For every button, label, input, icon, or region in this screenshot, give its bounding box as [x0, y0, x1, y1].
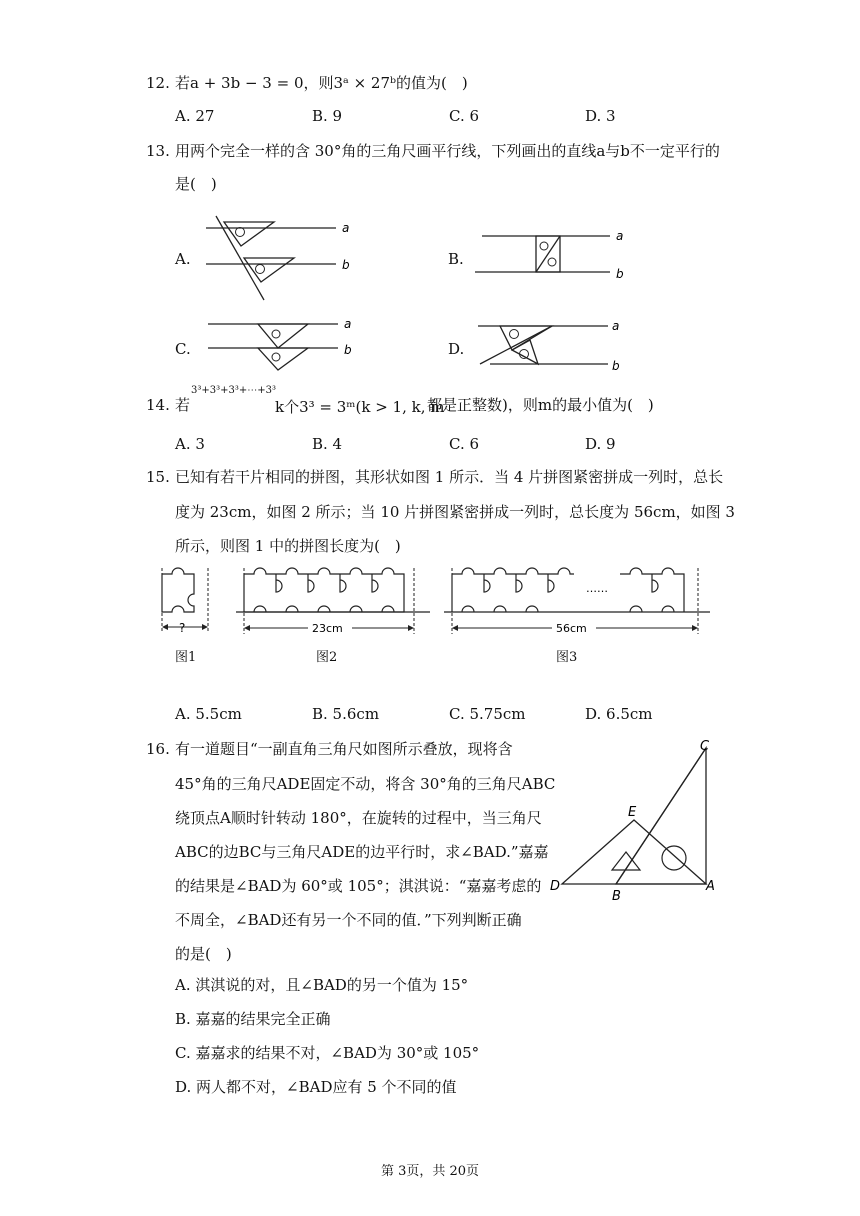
q15-figure-3: [444, 568, 710, 635]
q13-label-a: A.: [175, 250, 191, 268]
q16-stem-line5: 的结果是∠BAD为 60°或 105°；淇淇说：“嘉嘉考虑的: [175, 877, 542, 895]
q16-option-a: A. 淇淇说的对，且∠BAD的另一个值为 15°: [175, 976, 469, 994]
q16-stem-line1: 有一道题目“一副直角三角尺如图所示叠放，现将含: [175, 740, 513, 758]
q12-option-c: C. 6: [449, 107, 480, 125]
q12-stem: 若a + 3b − 3 = 0，则3ᵃ × 27ᵇ的值为( ): [175, 74, 468, 92]
q13-figure-a: [196, 212, 366, 304]
q12-option-a: A. 27: [175, 107, 215, 125]
q15-caption-2: 图2: [316, 650, 338, 665]
q12-option-b: B. 9: [312, 107, 343, 125]
q13-label-b: B.: [448, 250, 464, 268]
q13-number: 13.: [146, 142, 170, 160]
q15-option-b: B. 5.6cm: [312, 705, 380, 723]
q12-number: 12.: [146, 74, 170, 92]
q14-option-d: D. 9: [585, 435, 616, 453]
q16-option-c: C. 嘉嘉求的结果不对，∠BAD为 30°或 105°: [175, 1044, 480, 1062]
q15-figure-2: [236, 568, 430, 635]
q13-a-label-b: b: [342, 258, 350, 272]
q13-b-label-b: b: [616, 267, 624, 281]
q13-stem-line2: 是( ): [175, 175, 217, 193]
q14-option-c: C. 6: [449, 435, 480, 453]
q16-stem-line7: 的是( ): [175, 945, 232, 963]
q14-middle: k个3³ = 3ᵐ(k > 1, k, m: [275, 398, 445, 416]
q15-fig2-length: 23cm: [312, 622, 343, 635]
q16-point-b: B: [612, 889, 621, 904]
q16-point-d: D: [550, 879, 561, 894]
q13-label-c: C.: [175, 340, 191, 358]
q15-stem-line2: 度为 23cm，如图 2 所示；当 10 片拼图紧密拼成一列时，总长度为 56cm，如图 3: [175, 503, 735, 521]
q16-option-d: D. 两人都不对，∠BAD应有 5 个不同的值: [175, 1078, 457, 1096]
q16-number: 16.: [146, 740, 170, 758]
q14-prefix: 若: [175, 396, 191, 414]
q15-option-a: A. 5.5cm: [175, 705, 242, 723]
q15-stem-line1: 已知有若干片相同的拼图，其形状如图 1 所示．当 4 片拼图紧密拼成一列时，总长: [175, 468, 724, 486]
q13-label-d: D.: [448, 340, 465, 358]
q13-stem-line1: 用两个完全一样的含 30°角的三角尺画平行线，下列画出的直线a与b不一定平行的: [175, 142, 720, 160]
q16-point-e: E: [628, 805, 637, 820]
q16-triangle-figure: [548, 736, 720, 906]
q16-stem-line3: 绕顶点A顺时针转动 180°，在旋转的过程中，当三角尺: [175, 809, 542, 827]
q15-caption-1: 图1: [175, 650, 197, 665]
q16-stem-line4: ABC的边BC与三角尺ADE的边平行时，求∠BAD.”嘉嘉: [175, 843, 549, 861]
q14-option-b: B. 4: [312, 435, 343, 453]
q13-d-label-a: a: [612, 319, 620, 333]
q13-a-label-a: a: [342, 221, 350, 235]
q14-number: 14.: [146, 396, 170, 414]
q13-figure-b: [470, 226, 640, 286]
q15-fig3-dots: ……: [586, 582, 608, 595]
q15-number: 15.: [146, 468, 170, 486]
q15-puzzle-figures: [150, 560, 710, 642]
q16-stem-line2: 45°角的三角尺ADE固定不动，将含 30°角的三角尺ABC: [175, 775, 556, 793]
q15-caption-3: 图3: [556, 650, 578, 665]
q16-stem-line6: 不周全，∠BAD还有另一个不同的值．”下列判断正确: [175, 911, 522, 929]
q15-stem-line3: 所示，则图 1 中的拼图长度为( ): [175, 537, 401, 555]
q14-superscript: 3³+3³+3³+⋯+3³: [191, 385, 276, 396]
q14-suffix: 都是正整数)，则m的最小值为( ): [427, 396, 654, 414]
q13-b-label-a: a: [616, 229, 624, 243]
q13-c-label-a: a: [344, 317, 352, 331]
q15-option-c: C. 5.75cm: [449, 705, 526, 723]
q13-figure-d: [470, 314, 640, 376]
q15-option-d: D. 6.5cm: [585, 705, 653, 723]
q14-option-a: A. 3: [175, 435, 205, 453]
q16-point-c: C: [700, 739, 710, 754]
q15-figure-1: [162, 568, 208, 635]
page-footer: 第 3页，共 20页: [380, 1164, 480, 1179]
q15-fig3-length: 56cm: [556, 622, 587, 635]
q13-figure-c: [200, 314, 370, 374]
q13-c-label-b: b: [344, 343, 352, 357]
q12-option-d: D. 3: [585, 107, 616, 125]
q16-point-a: A: [706, 879, 715, 894]
q16-option-b: B. 嘉嘉的结果完全正确: [175, 1010, 331, 1028]
q15-fig1-unknown: ?: [179, 621, 186, 635]
q13-d-label-b: b: [612, 359, 620, 373]
